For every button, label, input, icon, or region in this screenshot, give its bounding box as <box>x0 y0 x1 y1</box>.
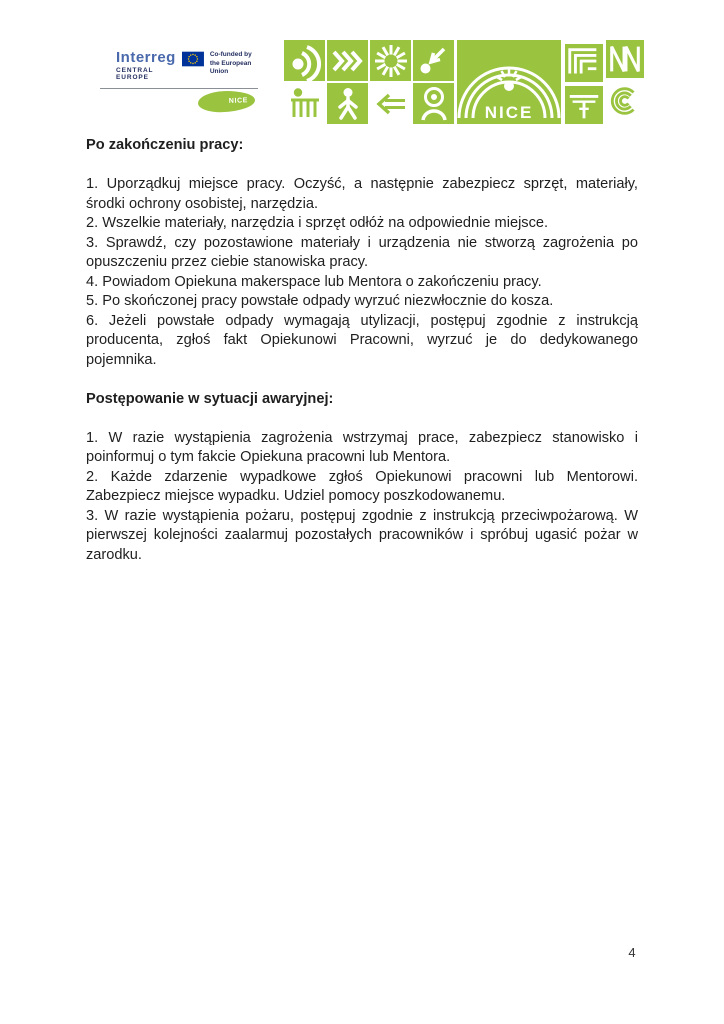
podium-icon <box>284 83 325 124</box>
logo-divider <box>100 88 258 89</box>
eu-flag-icon <box>182 50 204 68</box>
eu-cofunded-text <box>210 50 260 77</box>
list-item: 4. Powiadom Opiekuna makerspace lub Mentora o zakończeniu pracy. <box>86 273 542 290</box>
list-item: 2. Każde zdarzenie wypadkowe zgłoś Opiekunowi pracowni lub Mentorowi. Zabezpiecz miejsce wypadku. Udziel pomocy poszkodowanemu. <box>86 468 638 504</box>
list-item: 3. Sprawdź, czy pozostawione materiały i urządzenia nie stworzą zagrożenia po opuszczeniu przez ciebie stanowiska pracy. <box>86 234 638 270</box>
interreg-wordmark-text: Interreg <box>116 49 176 66</box>
nice-badge-label: NICE <box>228 97 249 105</box>
interreg-program-text: CENTRAL EUROPE <box>116 67 154 81</box>
signal-waves-icon <box>284 40 325 81</box>
nice-badge <box>198 90 256 113</box>
document-body <box>86 136 638 565</box>
list-item: 2. Wszelkie materiały, narzędzia i sprzęt odłóż na odpowiednie miejsce. <box>86 215 549 231</box>
zigzag-nn-icon <box>606 40 644 78</box>
list-item: 6. Jeżeli powstałe odpady wymagają utylizacji, postępuj zgodnie z instrukcją producenta, zgłoś fakt Opiekunowi Pracowni, wyrzuć je do dedykowanego pojemnika. <box>86 312 638 368</box>
person-icon <box>327 83 368 124</box>
starburst-icon <box>370 40 411 81</box>
table-icon <box>565 86 603 124</box>
list-item: 1. W razie wystąpienia zagrożenia wstrzymaj prace, zabezpiecz stanowisko i poinformuj o tym fakcie Opiekuna pracowni lub Mentora. <box>86 429 638 465</box>
arch-sun-nice-logo <box>457 40 561 124</box>
interreg-logo-block <box>100 49 260 105</box>
section-heading-emergency: Postępowanie w sytuacji awaryjnej: <box>86 390 334 407</box>
list-item: 3. W razie wystąpienia pożaru, postępuj zgodnie z instrukcją przeciwpożarową. W pierwszej kolejności zaalarmuj pozostałych pracowników i spróbuj ugasić pożar w zarodku. <box>86 507 638 563</box>
interreg-wordmark <box>116 50 176 81</box>
arrow-to-point-icon <box>413 40 454 81</box>
nested-corners-icon <box>565 44 603 82</box>
list-item: 5. Po skończonej pracy powstałe odpady wyrzuć niezwłocznie do kosza. <box>86 293 554 309</box>
figure-rings-icon <box>413 83 454 124</box>
eu-cofunded-line2: the European Union <box>209 59 252 75</box>
triple-chevron-icon <box>327 40 368 81</box>
concentric-arcs-icon <box>606 82 644 120</box>
page-number: 4 <box>628 945 636 960</box>
nice-icon-banner <box>284 40 644 124</box>
double-arrow-left-icon <box>370 83 411 124</box>
nice-wordmark-text: NICE <box>484 103 534 122</box>
list-item: 1. Uporządkuj miejsce pracy. Oczyść, a następnie zabezpiecz sprzęt, materiały, środki ochrony osobistej, narzędzia. <box>86 176 638 212</box>
interreg-logo-row <box>100 50 260 81</box>
section-heading-after-work: Po zakończeniu pracy: <box>86 137 244 153</box>
eu-cofunded-line1: Co-funded by <box>209 51 252 58</box>
